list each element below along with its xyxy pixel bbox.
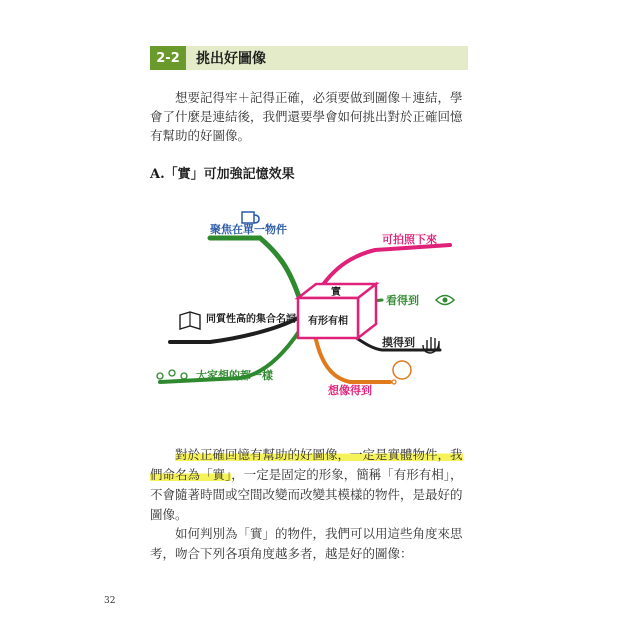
book-icon [180, 312, 200, 329]
paragraph2-rest: ，一定是固定的形象，簡稱「有形有相」，不會隨著時間或空間改變而改變其模樣的物件，是最好的圖像。 [150, 467, 463, 522]
thought-bubble-icon [392, 361, 411, 384]
highlight-1: 對於正確回憶有幫助的好圖像，一定是實體物件，我們命名 [150, 447, 463, 482]
subheading: A.「實」可加強記憶效果 [150, 167, 295, 182]
section-title: 挑出好圖像 [196, 51, 266, 67]
people-icon [157, 370, 187, 379]
label-focus: 聚焦在單一物件 [210, 223, 287, 236]
mind-map-illustration [150, 200, 468, 410]
highlight-2: 為「實」 [187, 467, 232, 482]
center-box [298, 284, 376, 338]
label-touch: 摸得到 [382, 336, 415, 349]
intro-paragraph: 想要記得牢＋記得正確，必須要做到圖像＋連結，學會了什麼是連結後，我們還要學會如何挑出對於正確回憶有幫助的好圖像。 [150, 90, 463, 143]
cup-icon [242, 212, 259, 223]
eye-icon [436, 296, 454, 305]
branch-imagine [315, 335, 390, 382]
body-paragraph-highlighted [150, 445, 468, 525]
label-see: 看得到 [386, 294, 419, 307]
body-paragraph-3: 如何判別為「實」的物件，我們可以用這些角度來思考，吻合下列各項角度越多者，越是好的圖像： [150, 526, 463, 561]
label-imagine: 想像得到 [328, 384, 372, 397]
section-header [150, 46, 468, 70]
label-photo: 可拍照下來 [382, 233, 437, 246]
page-number: 32 [104, 596, 116, 606]
section-number: 2-2 [150, 46, 186, 70]
label-collective: 同質性高的集合名詞 [206, 314, 296, 325]
label-same: 大家想的都一樣 [196, 369, 273, 382]
center-bottom-label: 有形有相 [308, 316, 348, 327]
center-top-label: 實 [331, 287, 341, 298]
branch-focus [210, 238, 300, 300]
